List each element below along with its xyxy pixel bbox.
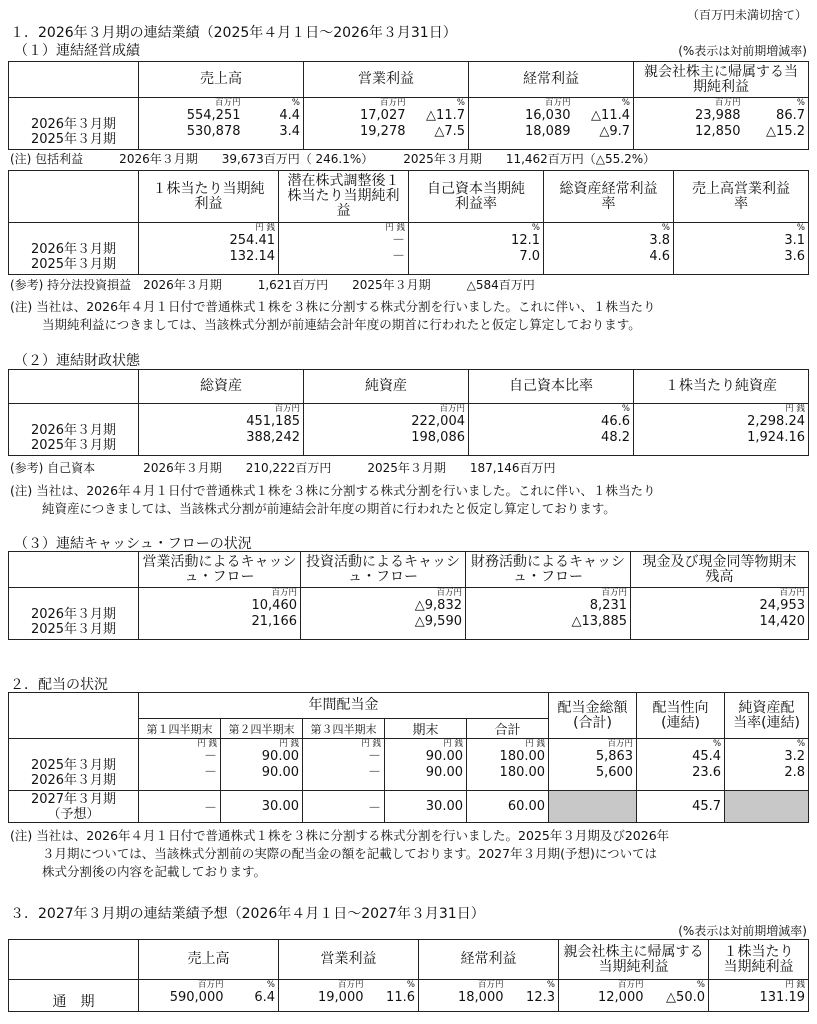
ratios-table	[8, 170, 809, 275]
col-doe: 純資産配当率(連結)	[725, 693, 809, 739]
cell: 7.0	[519, 249, 540, 264]
col-q2: 第２四半期末	[221, 719, 303, 739]
row-label: （予想）	[47, 806, 100, 822]
cell: 12.3	[526, 990, 555, 1005]
cell: 254.41	[229, 233, 275, 248]
unit-label: %	[266, 980, 275, 990]
cell: 8,231	[589, 598, 627, 613]
cell: －	[203, 749, 217, 764]
cell: －	[391, 233, 405, 248]
unit-label: %	[796, 223, 805, 233]
row-label: 2025年３月期	[30, 438, 117, 453]
unit-label: 円 銭	[443, 739, 463, 749]
unit-label: 百万円	[271, 588, 297, 598]
cell: △11.4	[591, 108, 630, 123]
cell: 6.4	[254, 990, 275, 1005]
unit-label: %	[546, 980, 555, 990]
cell: 45.7	[637, 791, 725, 823]
col-net-income: 親会社株主に帰属する当期純利益	[559, 940, 709, 980]
split-note-2: (注) 当社は、2026年４月１日付で普通株式１株を３株に分割する株式分割を行いました。これに伴い、１株当たり	[10, 483, 656, 498]
cash-flow-table	[8, 551, 809, 640]
cell: 60.00	[467, 791, 549, 823]
cell: 16,030	[525, 108, 571, 123]
operating-results-table	[8, 61, 809, 150]
cell: △15.2	[766, 124, 805, 139]
cell: 45.4	[692, 749, 722, 764]
equity-method-note: (参考) 持分法投資損益 2026年３月期 1,621百万円 2025年３月期 △584百万円	[10, 278, 535, 292]
unit-label: 百万円	[714, 98, 741, 108]
cell: 10,460	[251, 598, 297, 613]
cell: 132.14	[229, 249, 275, 264]
unit-label: 百万円	[214, 98, 241, 108]
row-label: 2026年３月期	[30, 773, 117, 788]
dividend-note-2: ３月期については、当該株式分割前の実際の配当金の額を記載しております。2027年３月期(予想)については	[42, 846, 658, 861]
unit-label: 百万円	[436, 588, 462, 598]
unit-label: 百万円	[544, 98, 571, 108]
cell: 48.2	[601, 430, 630, 445]
row-label: 2025年３月期	[30, 622, 117, 637]
unit-label: 百万円	[439, 404, 465, 414]
section3-title: （３）連結キャッシュ・フローの状況	[14, 536, 252, 552]
unit-note: （百万円未満切捨て）	[686, 8, 807, 22]
row-label: 2026年３月期	[30, 117, 117, 132]
cell: △50.0	[666, 990, 705, 1005]
cell: 23,988	[695, 108, 741, 123]
unit-label: 百万円	[607, 739, 634, 749]
cell: 12,850	[695, 124, 741, 139]
cell: 18,089	[525, 124, 571, 139]
cell: －	[391, 249, 405, 264]
col-roa: 総資産経常利益率	[544, 171, 674, 223]
col-roe: 自己資本当期純利益率	[409, 171, 544, 223]
financial-position-table	[8, 369, 809, 456]
cell: 23.6	[692, 765, 722, 780]
cell: △7.5	[434, 124, 465, 139]
cell: 180.00	[499, 765, 546, 780]
cell: 3.8	[649, 233, 670, 248]
unit-label: 円 銭	[785, 404, 805, 414]
col-investing-cf: 投資活動によるキャッシュ・フロー	[301, 552, 466, 588]
pct-note: (%表示は対前期増減率)	[678, 44, 807, 58]
unit-label: %	[796, 98, 805, 108]
col-op-margin: 売上高営業利益率	[674, 171, 809, 223]
col-ordinary-profit: 経常利益	[419, 940, 559, 980]
cell: 90.00	[425, 749, 463, 764]
cell: －	[367, 749, 381, 764]
unit-label: 百万円	[779, 588, 805, 598]
unit-label: %	[531, 223, 540, 233]
cell: 198,086	[411, 430, 465, 445]
col-total-assets: 総資産	[139, 370, 304, 404]
row-label: 通 期	[9, 980, 139, 1012]
cell: 131.19	[759, 990, 805, 1005]
section2-title: （２）連結財政状態	[14, 353, 140, 369]
cell: 554,251	[186, 108, 241, 123]
unit-label: 百万円	[477, 980, 504, 990]
unit-label: 円 銭	[279, 739, 299, 749]
col-net-income: 親会社株主に帰属する当期純利益	[634, 62, 809, 98]
forecast-table	[8, 939, 809, 1012]
col-operating-profit: 営業利益	[279, 940, 419, 980]
col-payout-ratio: 配当性向(連結)	[637, 693, 725, 739]
cell: 17,027	[360, 108, 406, 123]
row-label: 2025年３月期	[30, 758, 117, 773]
cell: 1,924.16	[747, 430, 805, 445]
unit-label: 円 銭	[385, 223, 405, 233]
unit-label: %	[456, 98, 465, 108]
cell: －	[139, 791, 221, 823]
cell: 14,420	[759, 614, 805, 629]
unit-label: %	[712, 739, 722, 749]
cell: 4.6	[649, 249, 670, 264]
unit-label: 百万円	[274, 404, 300, 414]
cell: △11.7	[426, 108, 465, 123]
forecast-title: ３．2027年３月期の連結業績予想（2026年４月１日～2027年３月31日）	[10, 906, 485, 922]
col-q1: 第１四半期末	[139, 719, 221, 739]
cell: 180.00	[499, 749, 546, 764]
cell: 530,878	[186, 124, 241, 139]
forecast-pct-note: (%表示は対前期増減率)	[678, 924, 807, 938]
equity-note: (参考) 自己資本 2026年３月期 210,222百万円 2025年３月期 187,146百万円	[10, 461, 556, 475]
col-net-assets: 純資産	[304, 370, 469, 404]
cell: 30.00	[221, 791, 303, 823]
col-cash-end: 現金及び現金同等物期末残高	[631, 552, 809, 588]
cell: △9,832	[414, 598, 462, 613]
cell: 30.00	[385, 791, 467, 823]
row-label: 2025年３月期	[30, 257, 117, 272]
cell: 3.2	[784, 749, 806, 764]
cell: 21,166	[251, 614, 297, 629]
unit-label: %	[661, 223, 670, 233]
unit-label: %	[796, 739, 806, 749]
unit-label: 百万円	[337, 980, 364, 990]
col-equity-ratio: 自己資本比率	[469, 370, 634, 404]
col-eps: １株当たり当期純利益	[139, 171, 279, 223]
cell: 46.6	[601, 414, 630, 429]
unit-label: 円 銭	[361, 739, 381, 749]
col-annual-dividend: 年間配当金	[139, 693, 549, 719]
cell: 86.7	[776, 108, 805, 123]
section1-title: １．2026年３月期の連結業績（2025年４月１日～2026年３月31日）	[10, 25, 457, 41]
unit-label: 円 銭	[785, 980, 805, 990]
col-total-dividend: 配当金総額(合計)	[549, 693, 637, 739]
cell-shaded	[549, 791, 637, 823]
cell: －	[303, 791, 385, 823]
unit-label: 円 銭	[197, 739, 217, 749]
row-label: 2026年３月期	[30, 242, 117, 257]
cell: －	[203, 765, 217, 780]
cell: －	[367, 765, 381, 780]
unit-label: %	[291, 98, 300, 108]
col-year-end: 期末	[385, 719, 467, 739]
col-q3: 第３四半期末	[303, 719, 385, 739]
cell: △13,885	[571, 614, 627, 629]
col-ordinary-profit: 経常利益	[469, 62, 634, 98]
cell: 4.4	[279, 108, 300, 123]
col-operating-cf: 営業活動によるキャッシュ・フロー	[139, 552, 301, 588]
col-operating-profit: 営業利益	[304, 62, 469, 98]
cell: 5,863	[595, 749, 634, 764]
cell: 18,000	[458, 990, 504, 1005]
dividend-note-3: 株式分割後の内容を記載しております。	[42, 864, 267, 879]
cell: 590,000	[169, 990, 224, 1005]
cell: 90.00	[261, 749, 299, 764]
cell: 24,953	[759, 598, 805, 613]
cell: 19,278	[360, 124, 406, 139]
cell: △9,590	[414, 614, 462, 629]
cell: 388,242	[246, 430, 300, 445]
cell: 222,004	[411, 414, 465, 429]
split-note-2b: 純資産につきましては、当該株式分割が前連結会計年度の期首に行われたと仮定し算定しております。	[42, 501, 616, 516]
col-bps: １株当たり純資産	[634, 370, 809, 404]
cell: 90.00	[261, 765, 299, 780]
cell: 19,000	[318, 990, 364, 1005]
unit-label: 百万円	[601, 588, 627, 598]
unit-label: %	[406, 980, 415, 990]
split-note-1: (注) 当社は、2026年４月１日付で普通株式１株を３株に分割する株式分割を行いました。これに伴い、１株当たり	[10, 299, 656, 314]
section1-subtitle: （１）連結経営成績	[14, 43, 140, 59]
col-diluted-eps: 潜在株式調整後１株当たり当期純利益	[279, 171, 409, 223]
row-label: 2025年３月期	[30, 132, 117, 147]
row-label: 2026年３月期	[30, 423, 117, 438]
comprehensive-income-note: (注) 包括利益 2026年３月期 39,673百万円（ 246.1%） 2025年３月期 11,462百万円（△55.2%）	[10, 152, 656, 166]
unit-label: 百万円	[617, 980, 644, 990]
split-note-1b: 当期純利益につきましては、当該株式分割が前連結会計年度の期首に行われたと仮定し算定しております。	[42, 317, 641, 332]
unit-label: %	[621, 404, 630, 414]
cell: 3.6	[784, 249, 805, 264]
unit-label: 百万円	[379, 98, 406, 108]
dividend-table	[8, 692, 809, 823]
dividend-note-1: (注) 当社は、2026年４月１日付で普通株式１株を３株に分割する株式分割を行いました。2025年３月期及び2026年	[10, 828, 670, 843]
cell: 2.8	[784, 765, 806, 780]
col-sales: 売上高	[139, 62, 304, 98]
cell: 5,600	[595, 765, 634, 780]
unit-label: 円 銭	[255, 223, 275, 233]
col-total: 合計	[467, 719, 549, 739]
dividend-title: ２．配当の状況	[10, 677, 108, 693]
unit-label: 百万円	[197, 980, 224, 990]
unit-label: %	[621, 98, 630, 108]
cell: 3.4	[279, 124, 300, 139]
cell: 2,298.24	[747, 414, 805, 429]
cell: 11.6	[386, 990, 415, 1005]
cell: 90.00	[425, 765, 463, 780]
unit-label: %	[696, 980, 705, 990]
unit-label: 円 銭	[525, 739, 546, 749]
row-label: 2026年３月期	[30, 607, 117, 622]
col-eps: １株当たり当期純利益	[709, 940, 809, 980]
col-financing-cf: 財務活動によるキャッシュ・フロー	[466, 552, 631, 588]
cell: 12.1	[511, 233, 540, 248]
row-label: 2027年３月期	[30, 791, 117, 807]
cell-shaded	[725, 791, 809, 823]
cell: 451,185	[246, 414, 300, 429]
col-sales: 売上高	[139, 940, 279, 980]
cell: 3.1	[784, 233, 805, 248]
cell: 12,000	[598, 990, 644, 1005]
cell: △9.7	[599, 124, 630, 139]
